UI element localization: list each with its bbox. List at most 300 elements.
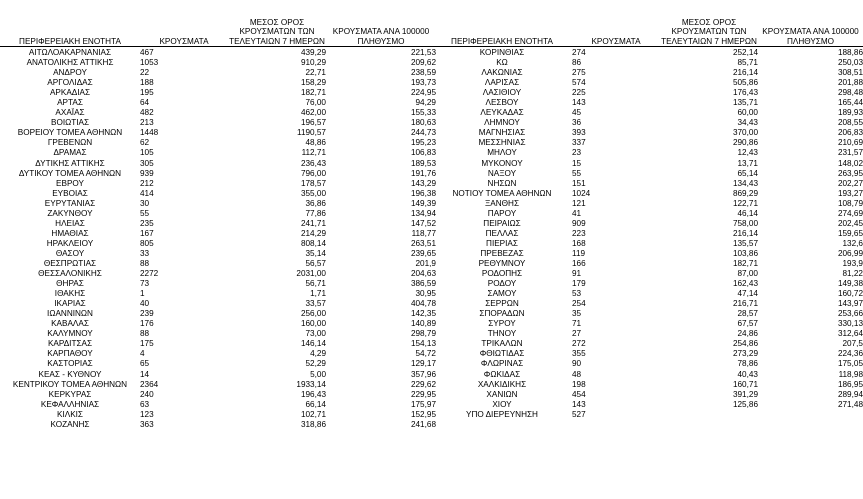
per-100k-cell: 274,69 <box>837 208 863 218</box>
avg-cell: 125,86 <box>732 399 758 409</box>
avg-cell: 28,57 <box>737 309 758 319</box>
region-cell: ΑΡΚΑΔΙΑΣ <box>49 88 91 98</box>
cases-cell: 73 <box>140 279 150 289</box>
region-cell: ΚΟΖΑΝΗΣ <box>50 419 90 429</box>
table-row <box>432 88 863 98</box>
per-100k-cell: 189,93 <box>837 108 863 118</box>
table-row <box>0 118 436 128</box>
avg-cell: 1,71 <box>310 289 326 299</box>
cases-cell: 30 <box>140 198 150 208</box>
region-cell: ΘΕΣΣΑΛΟΝΙΚΗΣ <box>38 269 102 279</box>
avg-cell: 158,29 <box>300 78 326 88</box>
avg-cell: 196,57 <box>300 118 326 128</box>
table-row <box>0 209 436 219</box>
region-cell: ΜΑΓΝΗΣΙΑΣ <box>478 128 526 138</box>
per-100k-cell: 129,17 <box>410 359 436 369</box>
cases-cell: 65 <box>140 359 150 369</box>
region-cell: ΒΟΙΩΤΙΑΣ <box>50 118 90 128</box>
right-table-body <box>432 48 863 420</box>
region-cell: ΠΕΛΛΑΣ <box>485 228 519 238</box>
avg-cell: 122,71 <box>732 198 758 208</box>
cases-cell: 213 <box>140 118 154 128</box>
cases-cell: 91 <box>572 269 582 279</box>
avg-cell: 102,71 <box>300 409 326 419</box>
table-row <box>432 249 863 259</box>
avg-cell: 370,00 <box>732 128 758 138</box>
per-100k-cell: 206,83 <box>837 128 863 138</box>
region-cell: ΙΘΑΚΗΣ <box>54 289 86 299</box>
avg-cell: 60,00 <box>737 108 758 118</box>
per-100k-cell: 208,55 <box>837 118 863 128</box>
avg-cell: 216,71 <box>732 299 758 309</box>
region-cell: ΚΑΣΤΟΡΙΑΣ <box>47 359 93 369</box>
avg-cell: 77,86 <box>305 208 326 218</box>
table-row <box>0 128 436 138</box>
region-cell: ΘΕΣΠΡΩΤΙΑΣ <box>43 259 97 268</box>
per-100k-cell: 298,79 <box>410 329 436 339</box>
table-row <box>432 359 863 369</box>
cases-cell: 1448 <box>140 128 159 138</box>
avg-cell: 216,14 <box>732 228 758 238</box>
region-cell: ΦΩΚΙΔΑΣ <box>483 369 521 379</box>
cases-cell: 123 <box>140 409 154 419</box>
header-region: ΠΕΡΙΦΕΡΕΙΑΚΗ ΕΝΟΤΗΤΑ <box>19 36 121 46</box>
per-100k-cell: 202,45 <box>837 218 863 228</box>
region-cell: ΚΑΡΠΑΘΟΥ <box>47 349 93 359</box>
header-region: ΠΕΡΙΦΕΡΕΙΑΚΗ ΕΝΟΤΗΤΑ <box>451 36 553 46</box>
region-cell: ΣΠΟΡΑΔΩΝ <box>479 309 525 319</box>
per-100k-cell: 202,27 <box>837 178 863 188</box>
avg-cell: 355,00 <box>300 188 326 198</box>
per-100k-cell: 263,95 <box>837 168 863 178</box>
cases-cell: 167 <box>140 228 154 238</box>
per-100k-cell: 224,95 <box>410 88 436 98</box>
region-cell: ΗΡΑΚΛΕΙΟΥ <box>46 238 94 248</box>
table-row <box>432 68 863 78</box>
header-per-100k: ΚΡΟΥΣΜΑΤΑ ΑΝΑ 100000 ΠΛΗΘΥΣΜΟ <box>332 27 430 46</box>
per-100k-cell: 188,86 <box>837 48 863 58</box>
avg-cell: 48,86 <box>305 138 326 148</box>
per-100k-cell: 54,72 <box>415 349 436 359</box>
per-100k-cell: 201,88 <box>837 78 863 88</box>
region-cell: ΕΒΡΟΥ <box>56 178 84 188</box>
table-row <box>0 68 436 78</box>
table-row <box>432 329 863 339</box>
per-100k-cell: 193,27 <box>837 188 863 198</box>
cases-cell: 86 <box>572 58 582 68</box>
region-cell: ΚΑΒΑΛΑΣ <box>51 319 89 329</box>
table-row <box>0 299 436 309</box>
region-cell: ΚΕΝΤΡΙΚΟΥ ΤΟΜΕΑ ΑΘΗΝΩΝ <box>12 379 128 389</box>
table-row <box>432 400 863 410</box>
region-cell: ΘΑΣΟΥ <box>55 248 85 258</box>
cases-cell: 2364 <box>140 379 159 389</box>
avg-cell: 103,86 <box>732 248 758 258</box>
per-100k-cell: 308,51 <box>837 68 863 78</box>
left-table-body <box>0 48 436 430</box>
left-table <box>0 10 436 430</box>
region-cell: ΓΡΕΒΕΝΩΝ <box>47 138 93 148</box>
cases-cell: 1 <box>140 289 145 299</box>
region-cell: ΑΝΑΤΟΛΙΚΗΣ ΑΤΤΙΚΗΣ <box>26 58 114 68</box>
per-100k-cell: 404,78 <box>410 299 436 309</box>
cases-cell: 467 <box>140 48 154 58</box>
region-cell: ΦΛΩΡΙΝΑΣ <box>480 359 524 369</box>
table-row <box>0 370 436 380</box>
table-row <box>432 58 863 68</box>
cases-cell: 41 <box>572 208 582 218</box>
region-cell: ΛΑΡΙΣΑΣ <box>484 78 520 88</box>
table-row <box>432 319 863 329</box>
per-100k-cell: 154,13 <box>410 339 436 349</box>
avg-cell: 391,29 <box>732 389 758 399</box>
table-row <box>432 259 863 269</box>
avg-cell: 56,57 <box>305 259 326 268</box>
region-cell: ΠΡΕΒΕΖΑΣ <box>480 248 524 258</box>
avg-cell: 196,43 <box>300 389 326 399</box>
cases-cell: 805 <box>140 238 154 248</box>
per-100k-cell: 143,29 <box>410 178 436 188</box>
per-100k-cell: 30,95 <box>415 289 436 299</box>
table-row <box>432 380 863 390</box>
avg-cell: 67,57 <box>737 319 758 329</box>
cases-cell: 176 <box>140 319 154 329</box>
table-row <box>0 199 436 209</box>
region-cell: ΚΩ <box>496 58 508 68</box>
avg-cell: 4,29 <box>310 349 326 359</box>
region-cell: ΥΠΟ ΔΙΕΡΕΥΝΗΣΗ <box>466 409 538 419</box>
region-cell: ΠΕΙΡΑΙΩΣ <box>483 218 521 228</box>
avg-cell: 160,71 <box>732 379 758 389</box>
table-row <box>432 349 863 359</box>
region-cell: ΛΕΣΒΟΥ <box>485 98 519 108</box>
cases-cell: 119 <box>572 248 586 258</box>
cases-cell: 151 <box>572 178 586 188</box>
table-row <box>0 58 436 68</box>
per-100k-cell: 155,33 <box>410 108 436 118</box>
table-row <box>432 118 863 128</box>
region-cell: ΝΟΤΙΟΥ ΤΟΜΕΑ ΑΘΗΝΩΝ <box>452 188 552 198</box>
cases-cell: 55 <box>572 168 582 178</box>
region-cell: ΙΚΑΡΙΑΣ <box>54 299 86 309</box>
table-row <box>432 138 863 148</box>
cases-cell: 240 <box>140 389 154 399</box>
table-row <box>432 279 863 289</box>
cases-cell: 53 <box>572 289 582 299</box>
avg-cell: 35,14 <box>305 248 326 258</box>
table-row <box>432 169 863 179</box>
cases-cell: 55 <box>140 208 150 218</box>
region-cell: ΚΕΑΣ - ΚΥΘΝΟΥ <box>38 369 102 379</box>
cases-cell: 223 <box>572 228 586 238</box>
cases-cell: 188 <box>140 78 154 88</box>
per-100k-cell: 250,03 <box>837 58 863 68</box>
table-row <box>0 349 436 359</box>
per-100k-cell: 298,48 <box>837 88 863 98</box>
cases-cell: 1024 <box>572 188 591 198</box>
cases-cell: 482 <box>140 108 154 118</box>
region-cell: ΑΧΑΪΑΣ <box>55 108 85 118</box>
avg-cell: 56,71 <box>305 279 326 289</box>
table-row <box>432 219 863 229</box>
avg-cell: 1190,57 <box>297 128 326 138</box>
avg-cell: 24,86 <box>737 329 758 339</box>
table-row <box>432 148 863 158</box>
avg-cell: 146,14 <box>300 339 326 349</box>
table-row <box>432 199 863 209</box>
region-cell: ΑΝΔΡΟΥ <box>53 68 87 78</box>
avg-cell: 135,71 <box>732 98 758 108</box>
region-cell: ΘΗΡΑΣ <box>56 279 84 289</box>
cases-cell: 168 <box>572 238 586 248</box>
per-100k-cell: 108,79 <box>837 198 863 208</box>
region-cell: ΠΑΡΟΥ <box>487 208 517 218</box>
per-100k-cell: 330,13 <box>837 319 863 329</box>
per-100k-cell: 229,62 <box>410 379 436 389</box>
table-row <box>0 159 436 169</box>
avg-cell: 13,71 <box>737 158 758 168</box>
per-100k-cell: 149,39 <box>410 198 436 208</box>
avg-cell: 12,43 <box>737 148 758 158</box>
cases-cell: 527 <box>572 409 586 419</box>
per-100k-cell: 271,48 <box>837 399 863 409</box>
region-cell: ΧΑΝΙΩΝ <box>486 389 518 399</box>
cases-cell: 198 <box>572 379 586 389</box>
table-row <box>0 169 436 179</box>
table-row <box>0 108 436 118</box>
avg-cell: 254,86 <box>732 339 758 349</box>
per-100k-cell: 175,05 <box>837 359 863 369</box>
region-cell: ΣΕΡΡΩΝ <box>485 299 519 309</box>
table-row <box>432 48 863 58</box>
avg-cell: 47,14 <box>737 289 758 299</box>
cases-cell: 909 <box>572 218 586 228</box>
table-row <box>432 209 863 219</box>
table-row <box>0 78 436 88</box>
table-header-row <box>432 10 863 47</box>
avg-cell: 182,71 <box>300 88 326 98</box>
avg-cell: 910,29 <box>300 58 326 68</box>
table-row <box>432 339 863 349</box>
cases-cell: 574 <box>572 78 586 88</box>
avg-cell: 505,86 <box>732 78 758 88</box>
avg-cell: 85,71 <box>737 58 758 68</box>
cases-cell: 414 <box>140 188 154 198</box>
per-100k-cell: 201,9 <box>415 259 436 268</box>
per-100k-cell: 118,98 <box>838 369 863 379</box>
table-row <box>0 420 436 430</box>
avg-cell: 162,43 <box>732 279 758 289</box>
per-100k-cell: 165,44 <box>837 98 863 108</box>
cases-cell: 48 <box>572 369 582 379</box>
table-row <box>432 269 863 279</box>
cases-cell: 305 <box>140 158 154 168</box>
per-100k-cell: 210,69 <box>837 138 863 148</box>
avg-cell: 178,57 <box>300 178 326 188</box>
table-row <box>432 229 863 239</box>
avg-cell: 65,14 <box>737 168 758 178</box>
region-cell: ΠΙΕΡΙΑΣ <box>486 238 518 248</box>
avg-cell: 5,00 <box>310 369 326 379</box>
region-cell: ΑΡΤΑΣ <box>57 98 83 108</box>
cases-cell: 33 <box>140 248 150 258</box>
avg-cell: 22,71 <box>305 68 326 78</box>
region-cell: ΧΑΛΚΙΔΙΚΗΣ <box>477 379 527 389</box>
per-100k-cell: 207,5 <box>842 339 863 349</box>
table-row <box>0 309 436 319</box>
region-cell: ΤΡΙΚΑΛΩΝ <box>481 339 523 349</box>
table-row <box>0 239 436 249</box>
region-cell: ΡΟΔΟΠΗΣ <box>481 269 523 279</box>
avg-cell: 76,00 <box>305 98 326 108</box>
table-row <box>0 249 436 259</box>
per-100k-cell: 193,9 <box>842 259 863 268</box>
avg-cell: 52,29 <box>305 359 326 369</box>
region-cell: ΤΗΝΟΥ <box>487 329 517 339</box>
region-cell: ΜΕΣΣΗΝΙΑΣ <box>478 138 526 148</box>
region-cell: ΧΙΟΥ <box>492 399 512 409</box>
cases-cell: 121 <box>572 198 586 208</box>
cases-cell: 212 <box>140 178 154 188</box>
cases-cell: 88 <box>140 259 150 268</box>
table-row <box>432 98 863 108</box>
per-100k-cell: 193,73 <box>410 78 436 88</box>
cases-cell: 166 <box>572 259 586 268</box>
region-cell: ΜΗΛΟΥ <box>487 148 517 158</box>
header-avg: ΜΕΣΟΣ ΟΡΟΣ ΚΡΟΥΣΜΑΤΩΝ ΤΩΝ ΤΕΛΕΥΤΑΙΩΝ 7 ΗΜΕΡΩΝ <box>661 17 757 46</box>
region-cell: ΣΑΜΟΥ <box>487 289 517 299</box>
avg-cell: 73,00 <box>305 329 326 339</box>
avg-cell: 176,43 <box>732 88 758 98</box>
table-row <box>0 359 436 369</box>
per-100k-cell: 147,52 <box>410 218 436 228</box>
per-100k-cell: 239,65 <box>410 248 436 258</box>
region-cell: ΚΟΡΙΝΘΙΑΣ <box>479 48 525 58</box>
per-100k-cell: 221,53 <box>410 48 436 58</box>
table-row <box>432 239 863 249</box>
table-row <box>432 108 863 118</box>
table-row <box>432 179 863 189</box>
per-100k-cell: 263,51 <box>410 238 436 248</box>
table-row <box>432 159 863 169</box>
avg-cell: 36,86 <box>305 198 326 208</box>
region-cell: ΦΘΙΩΤΙΔΑΣ <box>479 349 525 359</box>
table-row <box>0 410 436 420</box>
table-row <box>432 289 863 299</box>
avg-cell: 2031,00 <box>296 269 326 279</box>
per-100k-cell: 118,77 <box>411 228 436 238</box>
table-row <box>432 309 863 319</box>
per-100k-cell: 180,63 <box>410 118 436 128</box>
per-100k-cell: 289,94 <box>837 389 863 399</box>
region-cell: ΔΥΤΙΚΟΥ ΤΟΜΕΑ ΑΘΗΝΩΝ <box>18 168 122 178</box>
region-cell: ΛΗΜΝΟΥ <box>484 118 520 128</box>
per-100k-cell: 81,22 <box>842 269 863 279</box>
table-row <box>0 98 436 108</box>
avg-cell: 808,14 <box>300 238 326 248</box>
avg-cell: 112,71 <box>301 148 326 158</box>
per-100k-cell: 132,6 <box>842 238 863 248</box>
per-100k-cell: 229,95 <box>410 389 436 399</box>
avg-cell: 134,43 <box>732 178 758 188</box>
avg-cell: 318,86 <box>300 419 326 429</box>
avg-cell: 135,57 <box>732 238 758 248</box>
header-cases: ΚΡΟΥΣΜΑΤΑ <box>159 36 209 46</box>
table-row <box>0 138 436 148</box>
cases-cell: 939 <box>140 168 154 178</box>
header-avg: ΜΕΣΟΣ ΟΡΟΣ ΚΡΟΥΣΜΑΤΩΝ ΤΩΝ ΤΕΛΕΥΤΑΙΩΝ 7 ΗΜΕΡΩΝ <box>229 17 325 46</box>
cases-cell: 454 <box>572 389 586 399</box>
header-cases: ΚΡΟΥΣΜΑΤΑ <box>591 36 641 46</box>
region-cell: ΣΥΡΟΥ <box>488 319 516 329</box>
per-100k-cell: 189,53 <box>410 158 436 168</box>
avg-cell: 252,14 <box>732 48 758 58</box>
cases-cell: 274 <box>572 48 586 58</box>
cases-cell: 1053 <box>140 58 159 68</box>
table-row <box>0 319 436 329</box>
per-100k-cell: 152,95 <box>410 409 436 419</box>
per-100k-cell: 106,83 <box>410 148 436 158</box>
region-cell: ΚΑΡΔΙΤΣΑΣ <box>47 339 93 349</box>
cases-cell: 225 <box>572 88 586 98</box>
per-100k-cell: 143,97 <box>837 299 863 309</box>
cases-cell: 15 <box>572 158 582 168</box>
region-cell: ΞΑΝΘΗΣ <box>484 198 520 208</box>
per-100k-cell: 159,65 <box>837 228 863 238</box>
avg-cell: 439,29 <box>300 48 326 58</box>
region-cell: ΒΟΡΕΙΟΥ ΤΟΜΕΑ ΑΘΗΝΩΝ <box>17 128 123 138</box>
avg-cell: 34,43 <box>737 118 758 128</box>
avg-cell: 1933,14 <box>296 379 326 389</box>
region-cell: ΔΥΤΙΚΗΣ ΑΤΤΙΚΗΣ <box>35 158 105 168</box>
region-cell: ΝΑΞΟΥ <box>487 168 517 178</box>
region-cell: ΚΕΦΑΛΛΗΝΙΑΣ <box>40 399 100 409</box>
cases-cell: 235 <box>140 218 154 228</box>
table-row <box>432 410 863 420</box>
cases-cell: 62 <box>140 138 150 148</box>
avg-cell: 256,00 <box>300 309 326 319</box>
avg-cell: 273,29 <box>732 349 758 359</box>
avg-cell: 87,00 <box>737 269 758 279</box>
cases-cell: 239 <box>140 309 154 319</box>
cases-cell: 14 <box>140 369 150 379</box>
per-100k-cell: 149,38 <box>837 279 863 289</box>
region-cell: ΗΜΑΘΙΑΣ <box>51 228 89 238</box>
avg-cell: 33,57 <box>305 299 326 309</box>
cases-cell: 393 <box>572 128 586 138</box>
region-cell: ΜΥΚΟΝΟΥ <box>481 158 523 168</box>
right-table <box>432 10 863 420</box>
per-100k-cell: 148,02 <box>837 158 863 168</box>
table-row <box>0 259 436 269</box>
cases-cell: 195 <box>140 88 154 98</box>
avg-cell: 40,43 <box>737 369 758 379</box>
per-100k-cell: 206,99 <box>837 248 863 258</box>
per-100k-cell: 160,72 <box>837 289 863 299</box>
per-100k-cell <box>758 410 863 420</box>
avg-cell <box>660 410 758 420</box>
cases-cell: 4 <box>140 349 145 359</box>
table-row <box>432 78 863 88</box>
per-100k-cell: 195,23 <box>410 138 436 148</box>
cases-cell: 40 <box>140 299 150 309</box>
region-cell: ΑΙΤΩΛΟΑΚΑΡΝΑΝΙΑΣ <box>28 48 112 58</box>
cases-cell: 22 <box>140 68 150 78</box>
cases-cell: 105 <box>140 148 154 158</box>
avg-cell: 66,14 <box>305 399 326 409</box>
table-row <box>432 390 863 400</box>
table-row <box>0 279 436 289</box>
